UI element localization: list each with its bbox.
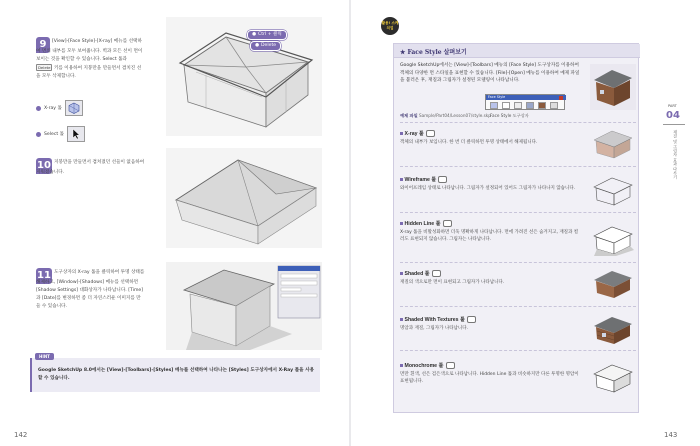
xray-thumbnail xyxy=(590,128,636,160)
divider xyxy=(400,262,636,263)
panel-header xyxy=(394,44,640,58)
hidden-line-thumbnail xyxy=(590,224,636,256)
divider xyxy=(400,166,636,167)
bullet-icon xyxy=(400,222,403,225)
style-monochrome-title xyxy=(400,362,455,369)
ctrl-click-callout xyxy=(247,30,287,40)
divider xyxy=(400,306,636,307)
style-shaded-desc: 재질의 색으로만 면이 표현되고 그림자가 나타납니다. xyxy=(400,280,505,285)
monochrome-icon xyxy=(550,102,558,109)
side-chapter-text: 재질 및 그림자 효과 다루기 xyxy=(673,130,678,180)
shaded-icon xyxy=(526,102,534,109)
hidden-line-icon xyxy=(443,220,452,227)
xray-tool-label: X-ray 툴 xyxy=(44,106,62,111)
style-shaded-title xyxy=(400,270,441,277)
step-9-line: 을 모두 삭제합니다. xyxy=(36,74,76,79)
monochrome-thumbnail xyxy=(590,362,636,394)
mouse-icon: ● xyxy=(252,32,257,37)
delete-callout xyxy=(250,41,281,51)
keyboard-icon: ● xyxy=(255,43,260,48)
bullet-icon xyxy=(400,178,403,181)
style-hidden-line-desc: X-ray 툴을 비활성화하면 더욱 명확하게 나타납니다. 면에 가려진 선은 숨겨지고, 재질과 컬러도 표현되지 않습니다. 그림자는 나타납니다. xyxy=(400,230,579,243)
screenshot-roof-clean xyxy=(166,148,322,248)
textures-thumbnail xyxy=(590,314,636,346)
shaded-textures-icon xyxy=(538,102,546,109)
screenshot-roof-xray xyxy=(166,17,322,136)
example-file xyxy=(400,113,491,119)
step-9-text xyxy=(52,38,164,46)
bullet-icon xyxy=(36,106,41,111)
step-11-line: 과 [Date]를 변경하면 좀 더 자연스러운 이미지를 만 xyxy=(36,296,141,301)
panel-title-text: Face Style 살펴보기 xyxy=(407,49,467,56)
face-style-toolbar-image xyxy=(485,94,565,110)
select-tool-row xyxy=(36,126,85,142)
arrow-cursor-icon xyxy=(67,126,85,142)
xray-icon xyxy=(490,102,498,109)
select-tool-label: Select 툴 xyxy=(44,132,65,137)
hint-text: Google SketchUp 8.0에서는 [View]-[Toolbars]-[Styles] 메뉴를 선택하여 나타나는 [Styles] 도구상자에서 X-Ray 툴을 사용할 수 있습니다. xyxy=(38,368,315,381)
toolbar-window-title: Face Style xyxy=(486,95,566,100)
delete-key: Delete xyxy=(38,65,51,70)
step-9-line: 보이는 것을 확인할 수 있습니다. Select 툴과 xyxy=(36,57,127,62)
screenshot-house-shadows xyxy=(166,262,322,350)
step-11-line: 들 수 있습니다. xyxy=(36,304,68,309)
step-9-line: [View]-[Face Style]-[X-ray] 메뉴를 선택하 xyxy=(52,39,142,44)
style-title-text: Wireframe 툴 xyxy=(404,177,437,183)
step-10-line: 지붕만을 만들면서 겹쳐졌던 선들이 없음하여 xyxy=(54,160,145,165)
style-title-text: Monochrome 툴 xyxy=(404,363,444,369)
roof-clean-drawing xyxy=(166,148,322,248)
step-11-badge: 11 xyxy=(36,268,52,284)
step-11-line: [Shadow Settings] 대화상자가 나타납니다. [Time] xyxy=(36,288,144,293)
shaded-thumbnail xyxy=(590,268,636,300)
divider xyxy=(400,122,636,123)
style-title-text: X-ray 툴 xyxy=(404,131,424,137)
style-xray-title xyxy=(400,130,435,137)
style-title-text: Hidden Line 툴 xyxy=(404,221,441,227)
style-textures-desc: 명암과 재질, 그림자가 나타납니다. xyxy=(400,326,469,331)
intro-text: Google SketchUp에서는 [View]-[Toolbars] 메뉴의 [Face Style] 도구상자를 이용하여 객체의 다양한 면 스타일을 표현할 수 있습니다. [File]-[Open] 메뉴를 이용하여 예제 파일을 불러온 후, 재질과 그림자가 설정된 모델링이 나타납니다. xyxy=(400,63,580,84)
step-11-line: 해제하고, [Window]-[Shadows] 메뉴를 선택하면 xyxy=(36,280,139,285)
step-11-line: 도구상자의 X-ray 툴을 클릭하여 투명 상태를 xyxy=(54,270,145,275)
close-icon xyxy=(559,96,563,100)
panel-title xyxy=(400,47,467,56)
hint-box xyxy=(30,354,320,392)
style-xray-desc: 객체의 내부가 보입니다. 한 번 더 클릭하면 투명 상태에서 해제됩니다. xyxy=(400,140,538,145)
bullet-icon xyxy=(400,364,403,367)
step-11-text xyxy=(54,269,166,277)
left-page-number: 142 xyxy=(14,431,28,439)
step-9-line xyxy=(36,64,164,73)
header-model-thumbnail xyxy=(590,64,636,110)
bullet-icon xyxy=(400,132,403,135)
divider xyxy=(400,212,636,213)
page-gutter xyxy=(349,0,351,446)
side-divider xyxy=(663,124,685,125)
shaded-textures-icon xyxy=(467,316,476,323)
style-wireframe-title xyxy=(400,176,447,183)
step-9-line: 여 면의 내부를 모두 보여줍니다. 벽과 모든 선이 면이 xyxy=(36,49,143,54)
step-10-badge: 10 xyxy=(36,158,52,174)
example-label: 예제 파일 xyxy=(400,113,418,118)
side-part-number: 04 xyxy=(666,110,680,121)
style-textures-title xyxy=(400,316,476,323)
corner-tag-badge: 활용! 스케치업 xyxy=(381,17,399,35)
style-hidden-line-title xyxy=(400,220,452,227)
face-style-panel xyxy=(393,43,639,413)
step-9-line-text: 키를 이용하여 지붕만을 만들면서 겹치진 선 xyxy=(53,66,142,71)
style-title-text: Shaded 툴 xyxy=(404,271,430,277)
step-9-body xyxy=(36,48,164,81)
house-shadows-drawing xyxy=(166,262,322,350)
wireframe-icon xyxy=(438,176,447,183)
toolbar-caption: Face Style 도구상자 xyxy=(490,113,529,118)
bullet-icon xyxy=(400,272,403,275)
roof-xray-drawing xyxy=(166,17,322,136)
style-monochrome-desc: 면만 흰색, 선은 검은색으로 나타납니다. Hidden Line 툴과 비슷하지만 다른 투명한 명암이 표현됩니다. xyxy=(400,372,579,385)
xray-icon xyxy=(426,130,435,137)
hint-tag: HINT xyxy=(35,353,54,360)
style-wireframe-desc: 와이어프레임 상태로 나타납니다. 그림자가 설정되어 있어도 그림자가 나타나지 않습니다. xyxy=(400,186,576,191)
bullet-icon xyxy=(36,132,41,137)
step-10-text xyxy=(54,159,164,167)
delete-callout-label: Delete xyxy=(261,43,277,48)
wireframe-icon xyxy=(502,102,510,109)
hidden-line-icon xyxy=(514,102,522,109)
step-9-badge: 9 xyxy=(36,37,50,53)
side-part-label: PART xyxy=(668,104,677,108)
style-title-text: Shaded With Textures 툴 xyxy=(404,317,465,323)
shaded-icon xyxy=(432,270,441,277)
wireframe-thumbnail xyxy=(590,175,636,207)
bullet-icon xyxy=(400,318,403,321)
right-page-number: 143 xyxy=(664,431,678,439)
example-path: Sample/Part04/Lesson07/style.skp xyxy=(418,113,491,118)
step-11-body xyxy=(36,279,166,311)
star-icon: ★ xyxy=(400,49,408,56)
monochrome-icon xyxy=(446,362,455,369)
step-10-body xyxy=(36,169,164,177)
xray-tool-row xyxy=(36,100,83,116)
xray-cube-icon xyxy=(65,100,83,116)
ctrl-click-label: Ctrl + 클릭 xyxy=(258,32,282,37)
step-10-line: 지워졌습니다. xyxy=(36,170,65,175)
divider xyxy=(400,350,636,351)
